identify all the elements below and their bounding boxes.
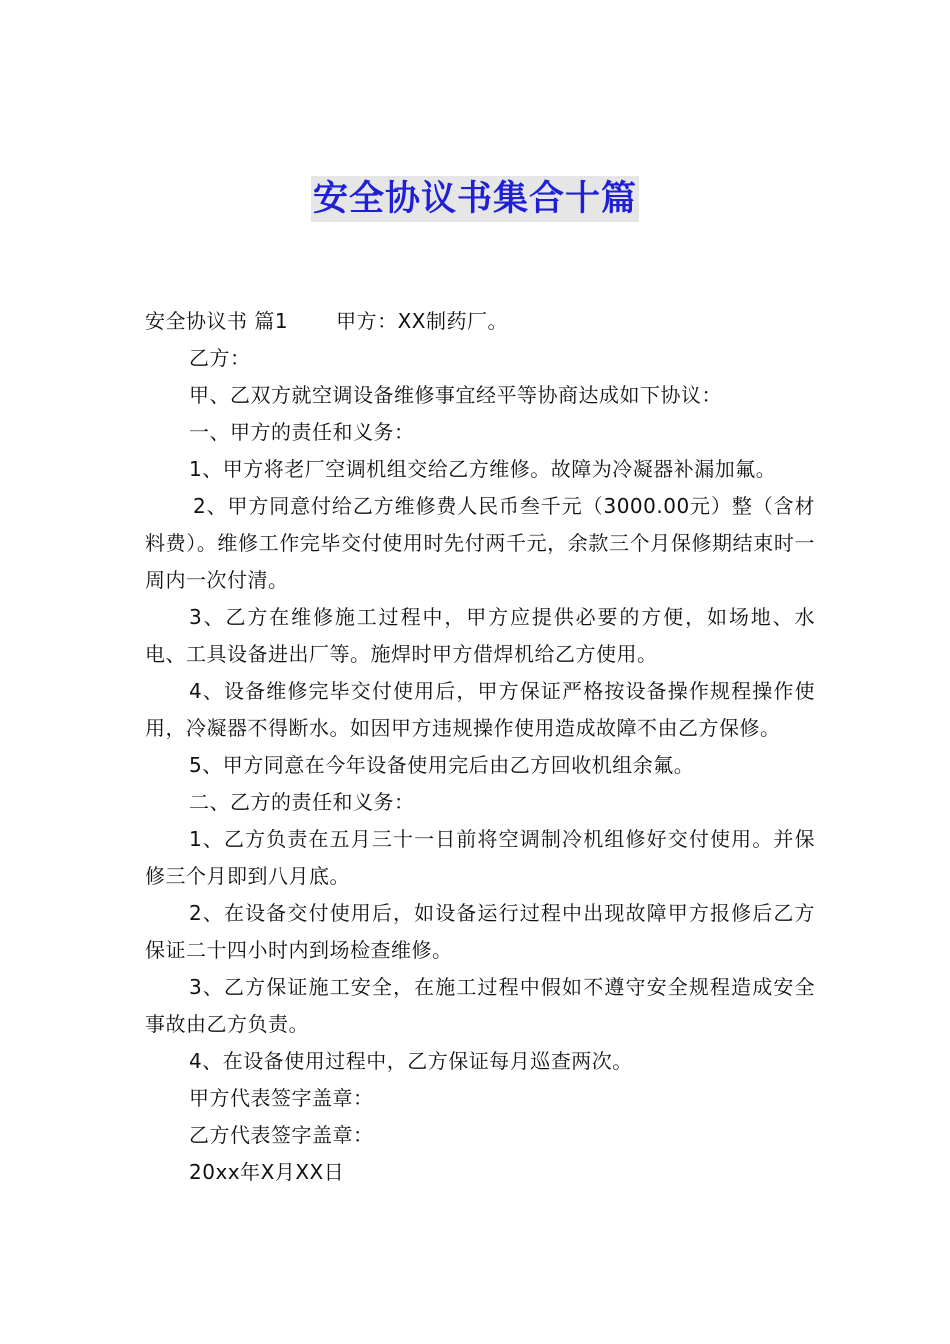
paragraph: 5、甲方同意在今年设备使用完后由乙方回收机组余氟。 bbox=[189, 753, 695, 777]
paragraph: 3、乙方保证施工安全，在施工过程中假如不遵守安全规程造成安全事故由乙方负责。 bbox=[145, 975, 815, 1036]
title-container bbox=[0, 176, 950, 222]
paragraph: 乙方： bbox=[189, 346, 251, 370]
paragraph: 1、乙方负责在五月三十一日前将空调制冷机组修好交付使用。并保修三个月即到八月底。 bbox=[145, 827, 815, 888]
paragraph: 3、乙方在维修施工过程中，甲方应提供必要的方便，如场地、水电、工具设备进出厂等。施焊时甲方借焊机给乙方使用。 bbox=[145, 605, 815, 666]
section-heading: 安全协议书 篇1 bbox=[145, 309, 289, 333]
document-title: 安全协议书集合十篇 bbox=[311, 176, 639, 222]
paragraph: 4、设备维修完毕交付使用后，甲方保证严格按设备操作规程操作使用，冷凝器不得断水。如因甲方违规操作使用造成故障不由乙方保修。 bbox=[145, 679, 815, 740]
paragraph: 二、乙方的责任和义务： bbox=[189, 790, 415, 814]
signature-line: 乙方代表签字盖章： bbox=[189, 1123, 374, 1147]
document-body bbox=[145, 303, 815, 1191]
signature-line: 甲方代表签字盖章： bbox=[189, 1086, 374, 1110]
paragraph: 2、甲方同意付给乙方维修费人民币叁千元（3000.00元）整（含材料费）。维修工作完毕交付使用时先付两千元，余款三个月保修期结束时一周内一次付清。 bbox=[145, 494, 815, 592]
paragraph: 2、在设备交付使用后，如设备运行过程中出现故障甲方报修后乙方保证二十四小时内到场检查维修。 bbox=[145, 901, 815, 962]
first-line bbox=[145, 303, 815, 340]
paragraph: 1、甲方将老厂空调机组交给乙方维修。故障为冷凝器补漏加氟。 bbox=[189, 457, 777, 481]
party-a-line: 甲方：XX制药厂。 bbox=[336, 309, 508, 333]
paragraph: 一、甲方的责任和义务： bbox=[189, 420, 415, 444]
paragraph: 甲、乙双方就空调设备维修事宜经平等协商达成如下协议： bbox=[189, 383, 722, 407]
paragraph: 4、在设备使用过程中，乙方保证每月巡查两次。 bbox=[189, 1049, 633, 1073]
date-line: 20xx年X月XX日 bbox=[189, 1160, 345, 1184]
